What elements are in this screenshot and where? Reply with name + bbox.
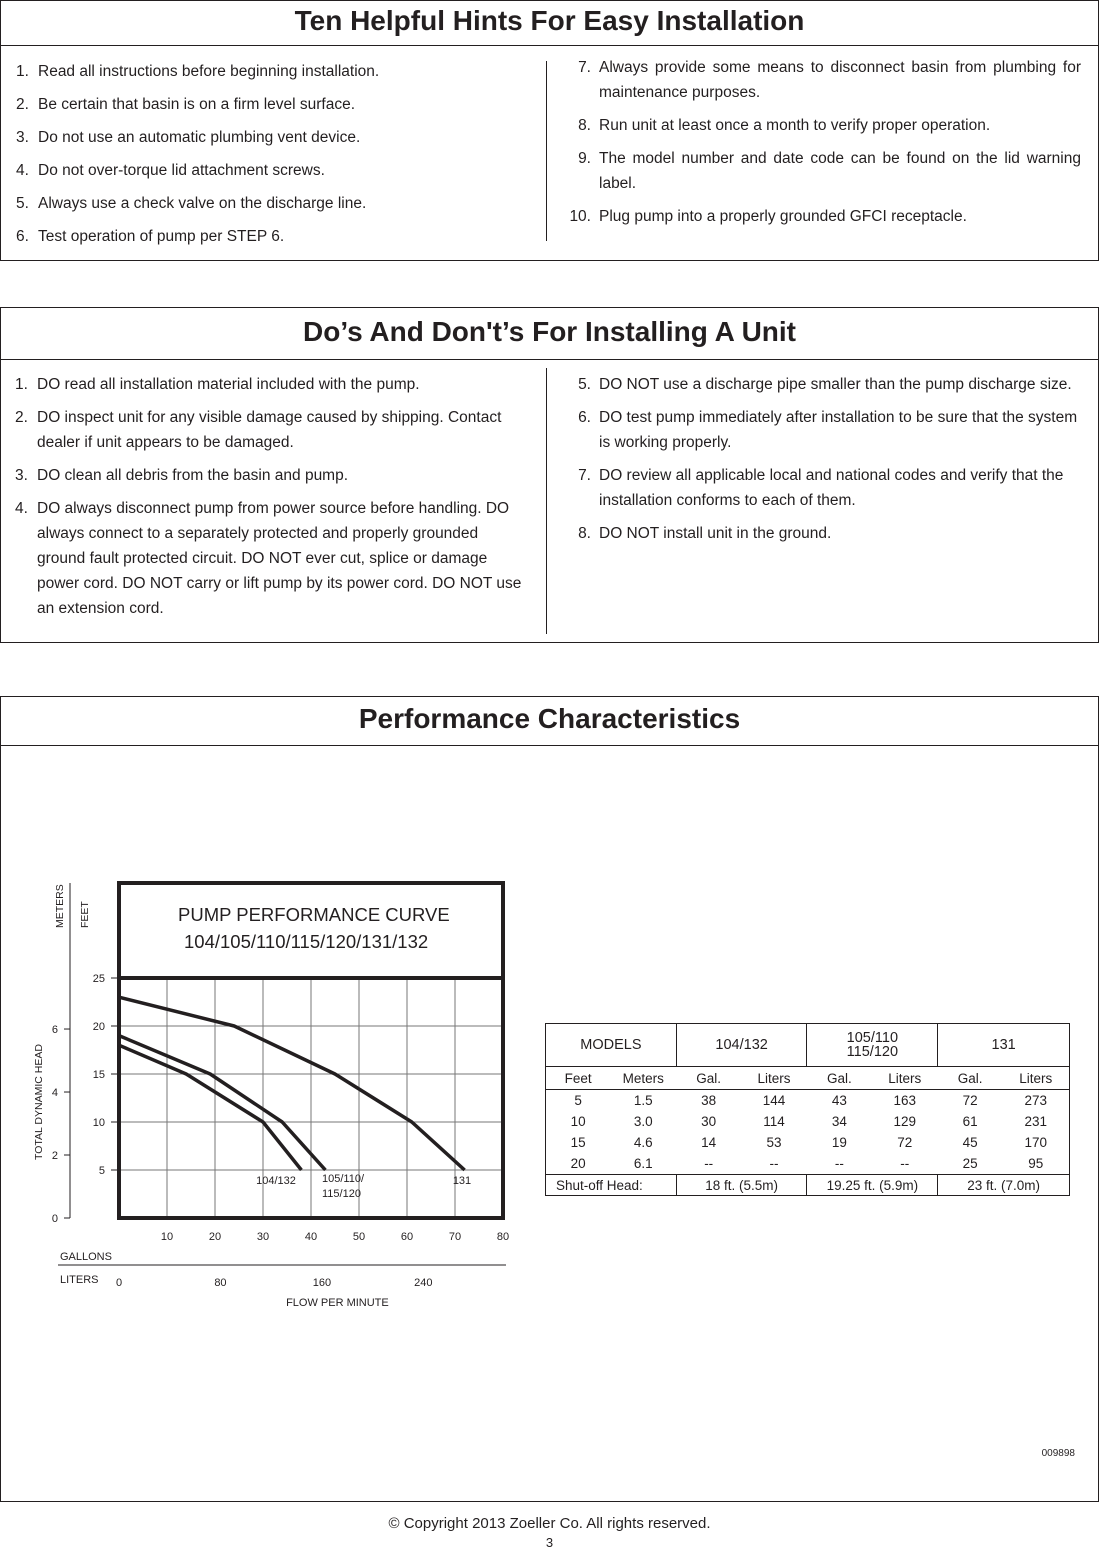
models-header: MODELS — [546, 1024, 677, 1067]
list-item-number: 4. — [16, 162, 29, 179]
list-item-text: Always use a check valve on the discharge line. — [38, 195, 367, 212]
list-item-text: Do not use an automatic plumbing vent device. — [38, 129, 361, 146]
dos-title-divider — [1, 359, 1098, 360]
x-tick-label: 50 — [352, 1231, 366, 1243]
list-item-text: Plug pump into a properly grounded GFCI receptacle. — [599, 208, 967, 225]
list-item-number: 8. — [578, 525, 591, 542]
shutoff-value: 23 ft. (7.0m) — [938, 1175, 1070, 1196]
list-item-number: 7. — [578, 467, 591, 484]
list-item-text: Do not over-torque lid attachment screws. — [38, 162, 325, 179]
table-cell: 72 — [897, 1135, 913, 1150]
x-tick-label: 10 — [160, 1231, 174, 1243]
hints-title-divider — [1, 45, 1098, 46]
table-cell: 45 — [962, 1135, 978, 1150]
y-tick-label: 15 — [92, 1069, 105, 1081]
column-header: Liters — [1003, 1067, 1070, 1090]
list-item-text: DO read all installation material included with the pump. — [37, 376, 420, 393]
meters-tick-label: 6 — [51, 1024, 58, 1037]
liters-tick-label: 0 — [115, 1277, 123, 1289]
list-item-number: 6. — [578, 409, 591, 426]
list-item-number: 2. — [16, 96, 29, 113]
curve-series-2 — [119, 997, 465, 1170]
list-item-number: 3. — [15, 467, 28, 484]
list-item — [15, 496, 525, 621]
liters-label: LITERS — [60, 1274, 99, 1286]
performance-title: Performance Characteristics — [358, 703, 741, 734]
list-item-text: DO always disconnect pump from power source before handling. DO always connect to a separately protected and properly grounded ground fault protected circuit. DO NOT ever cut, splice or damage power cord. DO NOT carry or lift pump by its power cord. DO NOT use an extension cord. — [37, 500, 522, 617]
list-item-text: DO inspect unit for any visible damage caused by shipping. Contact dealer if unit appears to be damaged. — [37, 409, 502, 451]
table-cell: 6.1 — [633, 1156, 653, 1171]
list-item-number: 3. — [16, 129, 29, 146]
gallons-label: GALLONS — [60, 1251, 112, 1263]
list-item — [16, 220, 536, 253]
dos-right-list — [569, 372, 1081, 546]
list-item-number: 1. — [15, 376, 28, 393]
list-item-text: Be certain that basin is on a firm level surface. — [38, 96, 356, 113]
page-number: 3 — [545, 1535, 554, 1550]
table-cell: -- — [834, 1156, 844, 1171]
meters-tick-label: 2 — [51, 1150, 58, 1163]
list-item-text: DO review all applicable local and national codes and verify that the installation conforms to each of them. — [599, 467, 1064, 509]
performance-title-divider — [1, 745, 1098, 746]
series-label: 131 — [452, 1175, 472, 1187]
list-item — [569, 146, 1081, 196]
table-cell: 3.0 — [633, 1114, 653, 1129]
list-item-number: 10. — [569, 208, 591, 225]
list-item-number: 2. — [15, 409, 28, 426]
table-cell: 19 — [831, 1135, 847, 1150]
table-cell: 20 — [546, 1153, 611, 1175]
series-label: 115/120 — [322, 1188, 361, 1200]
list-item-text: Always provide some means to disconnect basin from plumbing for maintenance purposes. — [599, 59, 1081, 101]
x-tick-label: 60 — [400, 1231, 414, 1243]
hints-left-list — [16, 55, 536, 253]
list-item — [569, 372, 1081, 397]
curve-series-0 — [119, 1045, 301, 1170]
list-item — [15, 463, 525, 488]
column-header: Feet — [546, 1067, 611, 1090]
dos-section — [0, 307, 1099, 643]
table-row — [546, 1090, 1070, 1112]
x-tick-label: 30 — [256, 1231, 270, 1243]
x-tick-label: 80 — [496, 1231, 510, 1243]
table-cell: 170 — [1003, 1132, 1070, 1153]
liters-tick-label: 160 — [312, 1277, 332, 1289]
list-item — [15, 372, 525, 397]
list-item — [569, 521, 1081, 546]
list-item — [16, 187, 536, 220]
dos-title: Do’s And Don't’s For Installing A Unit — [303, 316, 796, 347]
list-item-text: The model number and date code can be found on the lid warning label. — [599, 150, 1081, 192]
table-cell: -- — [704, 1156, 714, 1171]
list-item-number: 7. — [578, 59, 591, 76]
y-tick-label: 10 — [92, 1117, 105, 1129]
chart-svg — [28, 870, 528, 1320]
list-item-number: 5. — [16, 195, 29, 212]
table-cell: 53 — [766, 1135, 782, 1150]
model-group-header: 105/110 115/120 — [807, 1024, 938, 1067]
feet-unit-label: FEET — [79, 901, 91, 928]
list-item-number: 1. — [16, 63, 29, 80]
table-cell: 5 — [546, 1090, 611, 1112]
table-cell: 43 — [831, 1093, 847, 1108]
table-row — [546, 1111, 1070, 1132]
table-cell: 4.6 — [633, 1135, 653, 1150]
dos-left-list — [15, 372, 525, 629]
liters-tick-label: 240 — [414, 1277, 433, 1289]
list-item — [16, 154, 536, 187]
copyright-footer: © Copyright 2013 Zoeller Co. All rights reserved. — [388, 1515, 711, 1532]
list-item-text: Test operation of pump per STEP 6. — [38, 228, 285, 245]
table-cell: 144 — [762, 1093, 786, 1108]
table-cell: 38 — [701, 1093, 717, 1108]
list-item — [569, 55, 1081, 105]
list-item — [569, 113, 1081, 138]
column-header: Liters — [872, 1067, 938, 1090]
y-tick-label: 20 — [92, 1021, 105, 1033]
column-header: Liters — [741, 1067, 807, 1090]
shutoff-value: 18 ft. (5.5m) — [676, 1175, 807, 1196]
chart-subtitle: 104/105/110/115/120/131/132 — [184, 931, 429, 952]
list-item — [15, 405, 525, 455]
table-cell: 25 — [962, 1156, 978, 1171]
list-item-number: 8. — [578, 117, 591, 134]
chart-title: PUMP PERFORMANCE CURVE — [178, 904, 450, 925]
shutoff-label: Shut-off Head: — [546, 1175, 677, 1196]
list-item — [16, 121, 536, 154]
table-row — [546, 1132, 1070, 1153]
column-header: Gal. — [938, 1067, 1003, 1090]
dos-column-divider — [546, 368, 547, 634]
liters-tick-label: 80 — [214, 1277, 227, 1289]
y-tick-label: 5 — [98, 1165, 105, 1177]
table-cell: 95 — [1003, 1153, 1070, 1175]
list-item-number: 5. — [578, 376, 591, 393]
series-label: 104/132 — [256, 1175, 296, 1187]
document-number: 009898 — [1041, 1448, 1075, 1459]
model-group-header: 131 — [938, 1024, 1070, 1067]
column-header: Gal. — [676, 1067, 741, 1090]
meters-unit-label: METERS — [54, 884, 66, 928]
list-item — [569, 463, 1081, 513]
table-cell: 14 — [701, 1135, 717, 1150]
meters-tick-label: 0 — [51, 1213, 58, 1225]
hints-right-list — [569, 55, 1081, 229]
table-cell: 163 — [893, 1093, 917, 1108]
table-cell: 1.5 — [633, 1093, 653, 1108]
series-label: 105/110/ — [322, 1173, 365, 1185]
table-cell: -- — [900, 1156, 910, 1171]
table-cell: 30 — [701, 1114, 717, 1129]
table-cell: 72 — [962, 1093, 978, 1108]
list-item-number: 4. — [15, 500, 28, 517]
performance-table — [545, 1023, 1070, 1196]
table-cell: 114 — [763, 1114, 785, 1129]
table-cell: 61 — [962, 1114, 978, 1129]
column-header: Meters — [610, 1067, 676, 1090]
list-item-text: DO clean all debris from the basin and pump. — [37, 467, 349, 484]
list-item-text: DO test pump immediately after installation to be sure that the system is working properly. — [599, 409, 1078, 451]
x-tick-label: 70 — [448, 1231, 462, 1243]
column-header: Gal. — [807, 1067, 872, 1090]
list-item-number: 9. — [578, 150, 591, 167]
x-tick-label: 40 — [304, 1231, 318, 1243]
list-item — [16, 88, 536, 121]
list-item-text: DO NOT use a discharge pipe smaller than the pump discharge size. — [599, 376, 1072, 393]
model-group-header: 104/132 — [676, 1024, 807, 1067]
list-item-text: Read all instructions before beginning installation. — [38, 63, 380, 80]
table-cell: 15 — [546, 1132, 611, 1153]
shutoff-value: 19.25 ft. (5.9m) — [807, 1175, 938, 1196]
table-cell: 10 — [546, 1111, 611, 1132]
hints-column-divider — [546, 61, 547, 241]
meters-tick-label: 4 — [51, 1087, 58, 1100]
table-cell: 231 — [1003, 1111, 1070, 1132]
table-row — [546, 1153, 1070, 1175]
x-axis-label: FLOW PER MINUTE — [286, 1297, 389, 1309]
hints-title: Ten Helpful Hints For Easy Installation — [294, 5, 805, 36]
table-cell: 273 — [1003, 1090, 1070, 1112]
list-item — [569, 405, 1081, 455]
y-tick-label: 25 — [92, 973, 105, 985]
hints-section — [0, 0, 1099, 261]
pump-performance-chart — [28, 870, 528, 1320]
list-item — [569, 204, 1081, 229]
list-item-text: Run unit at least once a month to verify proper operation. — [599, 117, 991, 134]
list-item-number: 6. — [16, 228, 29, 245]
table-cell: 34 — [831, 1114, 847, 1129]
y-axis-label: TOTAL DYNAMIC HEAD — [33, 1044, 45, 1160]
list-item — [16, 55, 536, 88]
table-cell: -- — [769, 1156, 779, 1171]
table-cell: 129 — [893, 1114, 917, 1129]
list-item-text: DO NOT install unit in the ground. — [599, 525, 832, 542]
x-tick-label: 20 — [208, 1231, 222, 1243]
